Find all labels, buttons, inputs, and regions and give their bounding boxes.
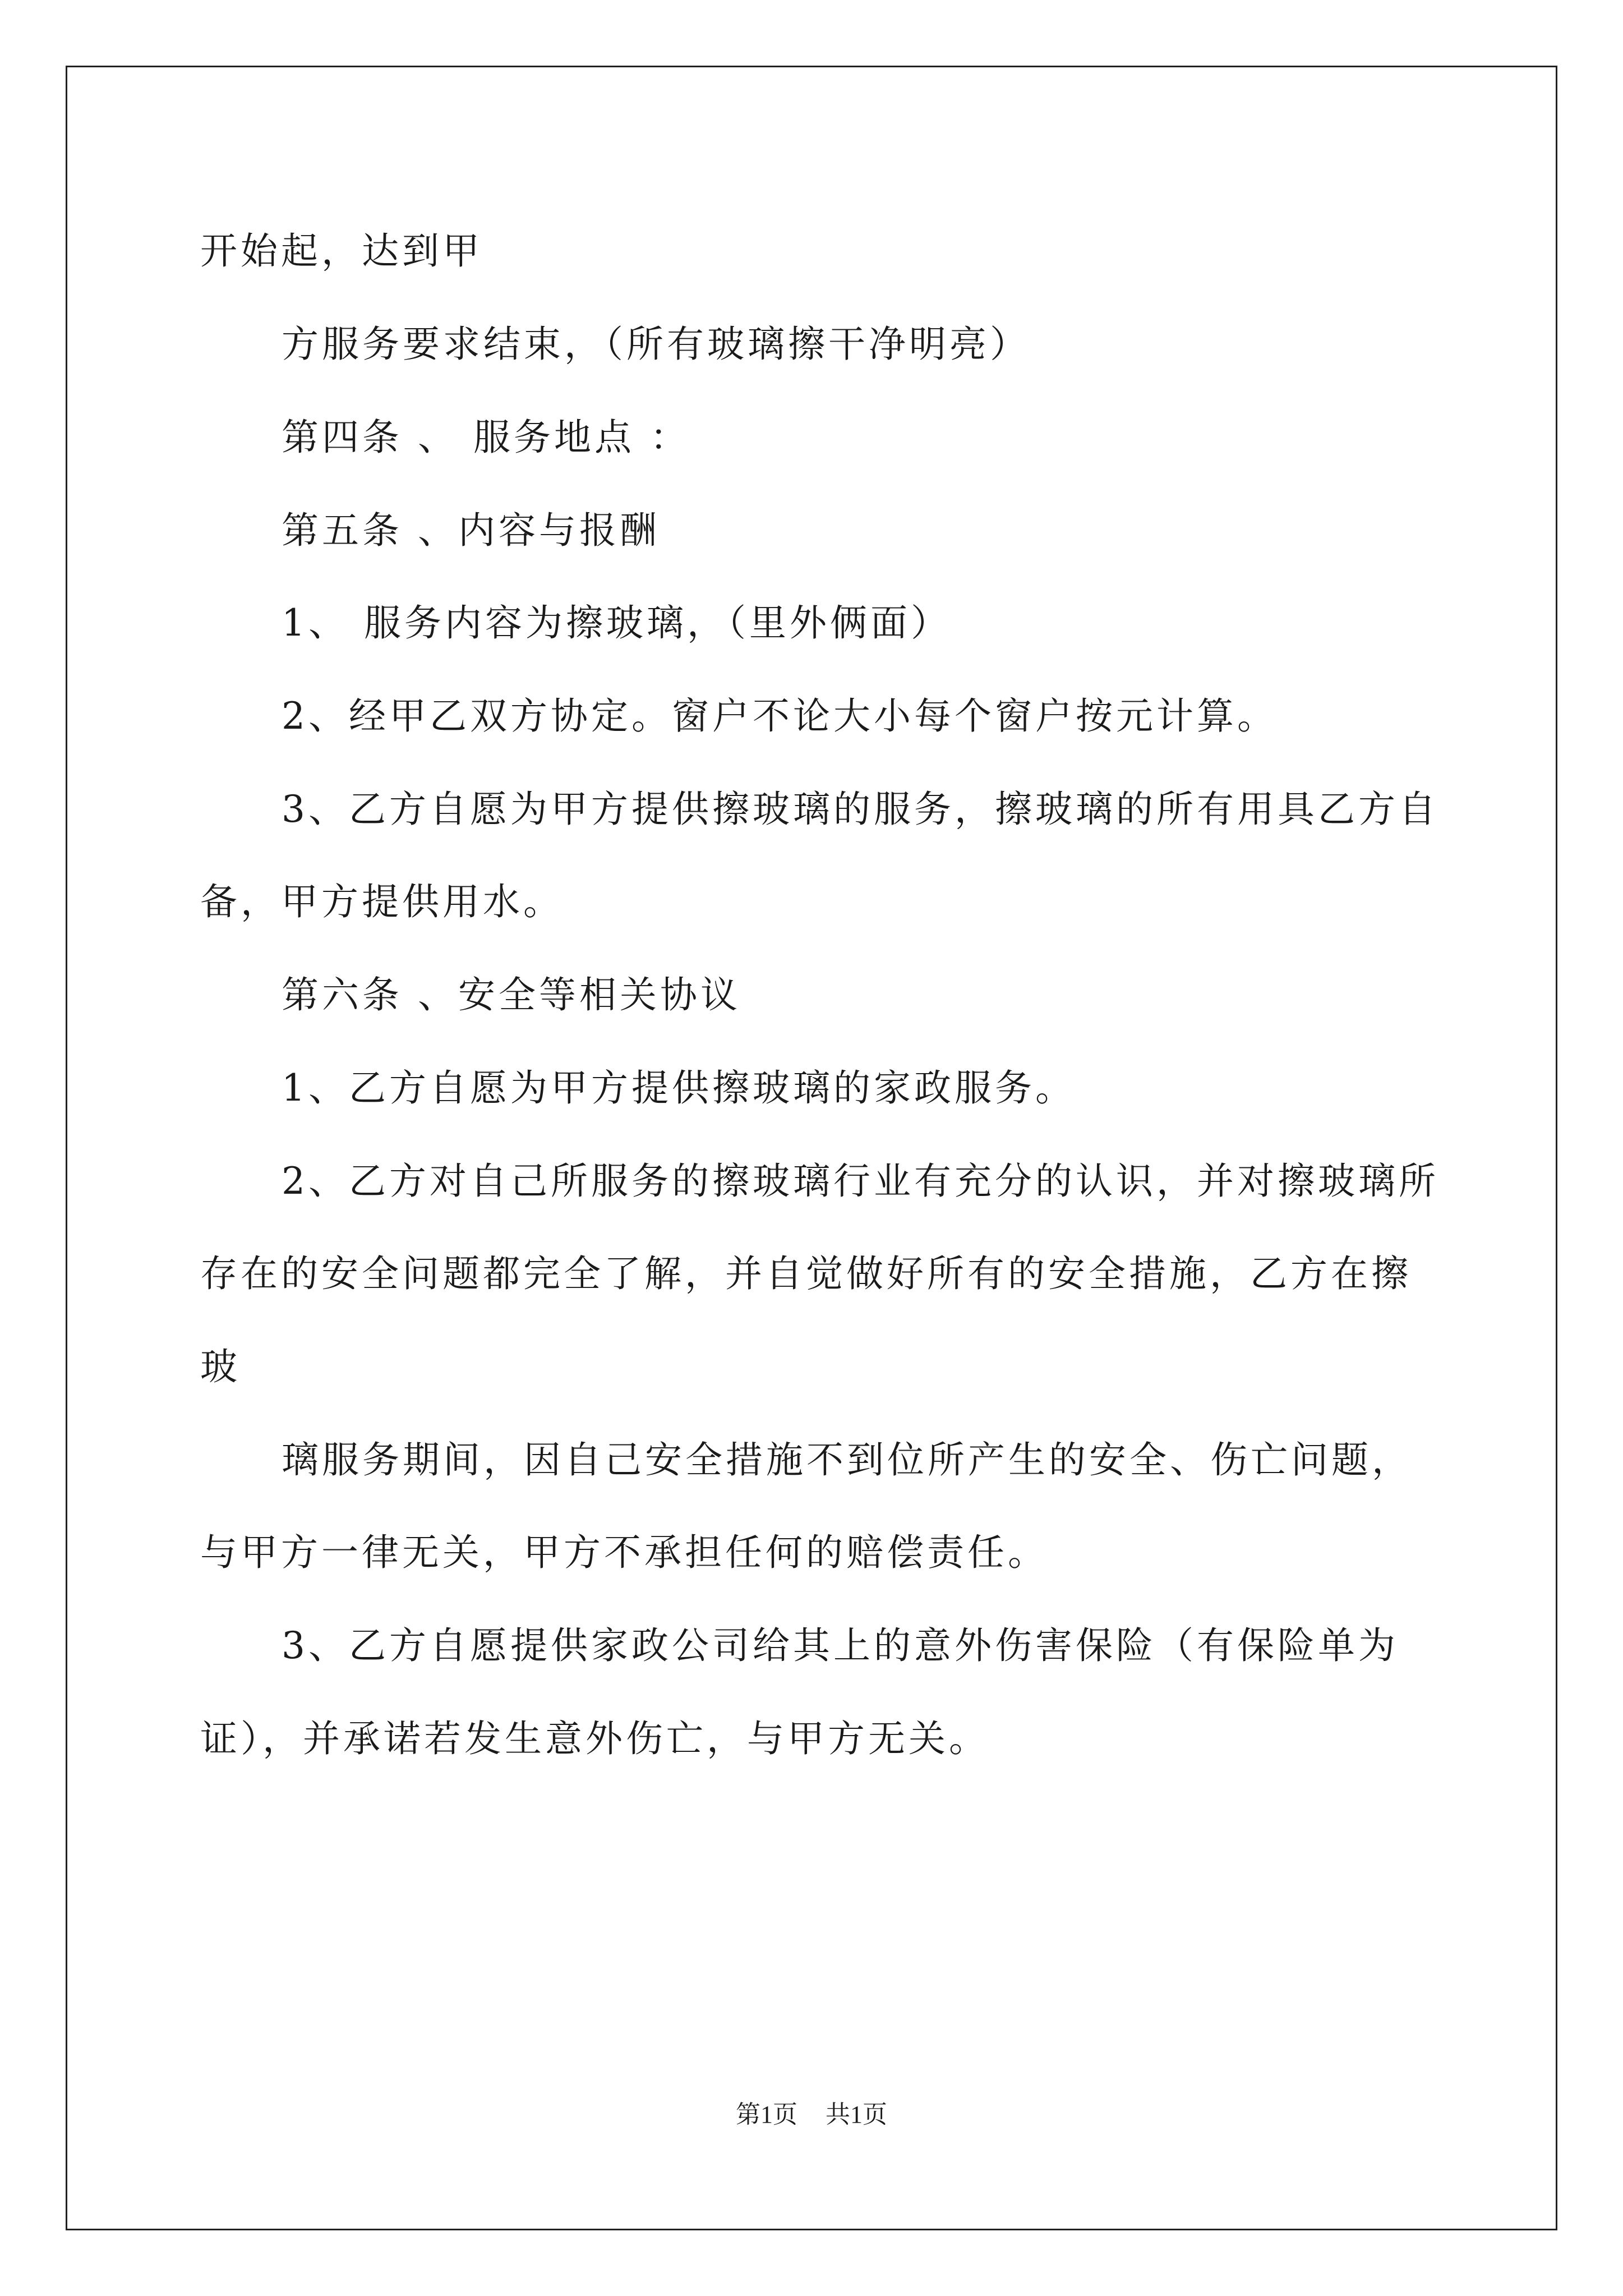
text-line: 2、乙方对自己所服务的擦玻璃行业有充分的认识，并对擦玻璃所 xyxy=(282,1159,1439,1203)
text-line: 备，甲方提供用水。 xyxy=(200,880,564,923)
text-line: 与甲方一律无关，甲方不承担任何的赔偿责任。 xyxy=(200,1531,1048,1574)
text-line: 2、经甲乙双方协定。窗户不论大小每个窗户按元计算。 xyxy=(282,694,1278,738)
text-line: 方服务要求结束，（所有玻璃擦干净明亮） xyxy=(282,323,1030,366)
clause-heading-4: 第四条 、 服务地点 ： xyxy=(282,416,690,459)
page-number-current: 第1页 xyxy=(736,2101,797,2128)
text-line: 1、乙方自愿为甲方提供擦玻璃的家政服务。 xyxy=(282,1066,1076,1110)
clause-heading-6: 第六条 、安全等相关协议 xyxy=(282,973,741,1016)
text-line: 3、乙方自愿为甲方提供擦玻璃的服务，擦玻璃的所有用具乙方自 xyxy=(282,788,1439,831)
text-line: 玻 xyxy=(200,1345,241,1388)
clause-heading-5: 第五条 、内容与报酬 xyxy=(282,509,660,552)
text-line: 3、乙方自愿提供家政公司给其上的意外伤害保险（有保险单为 xyxy=(282,1624,1399,1667)
text-line: 存在的安全问题都完全了解，并自觉做好所有的安全措施，乙方在擦 xyxy=(200,1252,1412,1295)
page-number-total: 共1页 xyxy=(826,2101,887,2128)
page-border xyxy=(66,66,1557,2230)
text-line: 璃服务期间，因自己安全措施不到位所产生的安全、伤亡问题， xyxy=(282,1438,1412,1481)
text-line: 证），并承诺若发生意外伤亡，与甲方无关。 xyxy=(200,1717,989,1760)
page-footer xyxy=(0,2099,1623,2131)
text-line: 1、 服务内容为擦玻璃，（里外俩面） xyxy=(282,601,951,645)
text-line: 开始起，达到甲 xyxy=(200,229,483,273)
